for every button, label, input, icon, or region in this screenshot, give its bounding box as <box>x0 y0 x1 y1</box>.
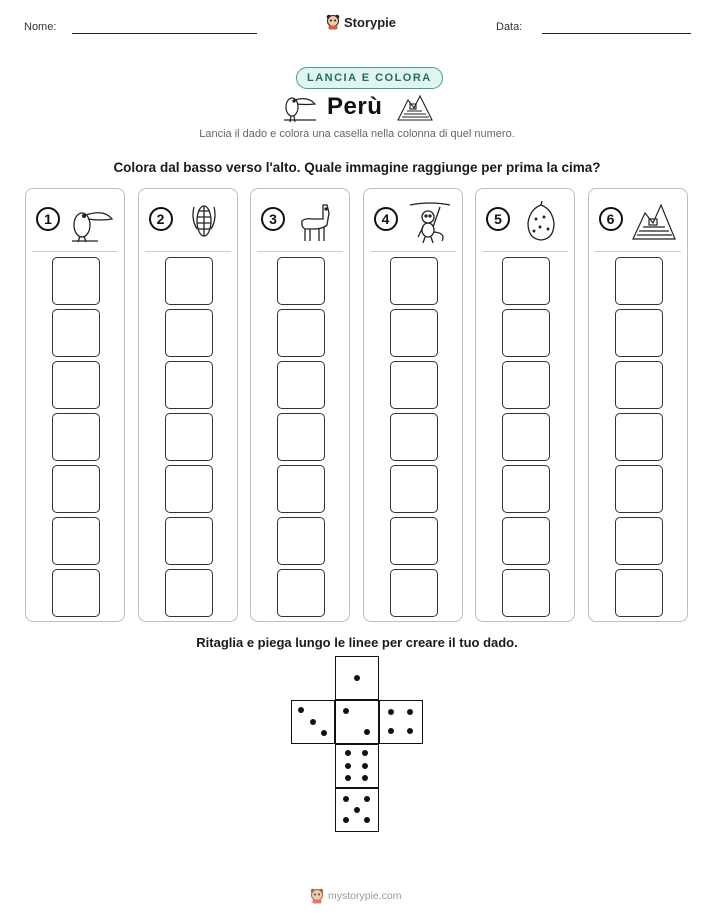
color-cell[interactable] <box>390 517 438 565</box>
column-3 <box>250 188 350 622</box>
column-number: 6 <box>599 207 623 231</box>
column-header <box>476 189 574 251</box>
color-cell[interactable] <box>502 413 550 461</box>
color-cell[interactable] <box>165 465 213 513</box>
color-cell[interactable] <box>52 309 100 357</box>
name-line[interactable] <box>72 33 257 34</box>
color-cell[interactable] <box>52 361 100 409</box>
color-cell[interactable] <box>165 257 213 305</box>
column-header <box>139 189 237 251</box>
color-cell[interactable] <box>277 517 325 565</box>
color-cell[interactable] <box>502 465 550 513</box>
instruction: Colora dal basso verso l'alto. Quale immagine raggiunge per prima la cima? <box>113 160 601 175</box>
color-cell[interactable] <box>165 361 213 409</box>
activity-badge: LANCIA E COLORA <box>296 67 443 89</box>
die-pip <box>310 719 316 725</box>
die-pip <box>362 750 368 756</box>
die-face-2 <box>335 700 379 744</box>
column-divider <box>482 251 568 252</box>
color-cell[interactable] <box>52 517 100 565</box>
die-pip <box>345 775 351 781</box>
footer-url: mystorypie.com <box>328 890 402 902</box>
die-pip <box>343 796 349 802</box>
die-pip <box>364 729 370 735</box>
color-cell[interactable] <box>390 309 438 357</box>
panda-icon <box>310 888 324 904</box>
color-cell[interactable] <box>390 257 438 305</box>
color-cell[interactable] <box>390 465 438 513</box>
color-cell[interactable] <box>165 517 213 565</box>
column-divider <box>370 251 456 252</box>
die-pip <box>343 708 349 714</box>
fruit-icon <box>518 199 564 243</box>
panda-icon <box>326 14 340 30</box>
die-pip <box>388 709 394 715</box>
die-pip <box>364 796 370 802</box>
column-divider <box>145 251 231 252</box>
color-cell[interactable] <box>277 257 325 305</box>
die-pip <box>345 763 351 769</box>
die-pip <box>362 763 368 769</box>
column-4 <box>363 188 463 622</box>
color-cell[interactable] <box>277 361 325 409</box>
color-cell[interactable] <box>52 569 100 617</box>
color-cell[interactable] <box>52 413 100 461</box>
color-cell[interactable] <box>502 361 550 409</box>
column-6 <box>588 188 688 622</box>
monkey-icon <box>406 199 452 243</box>
column-2 <box>138 188 238 622</box>
column-divider <box>32 251 118 252</box>
die-pip <box>364 817 370 823</box>
date-label: Data: <box>496 21 523 33</box>
color-cell[interactable] <box>615 569 663 617</box>
corn-icon <box>181 199 227 243</box>
die-face-6 <box>335 744 379 788</box>
color-cell[interactable] <box>52 257 100 305</box>
toucan-title-icon <box>282 90 318 124</box>
die-pip <box>321 730 327 736</box>
column-divider <box>595 251 681 252</box>
color-cell[interactable] <box>277 309 325 357</box>
color-cell[interactable] <box>615 361 663 409</box>
color-cell[interactable] <box>390 569 438 617</box>
column-number: 4 <box>374 207 398 231</box>
die-pip <box>362 775 368 781</box>
die-instruction: Ritaglia e piega lungo le linee per creare il tuo dado. <box>196 635 518 650</box>
die-pip <box>388 728 394 734</box>
die-pip <box>343 817 349 823</box>
color-cell[interactable] <box>502 257 550 305</box>
color-cell[interactable] <box>165 569 213 617</box>
die-face-3 <box>291 700 335 744</box>
color-cell[interactable] <box>277 569 325 617</box>
die-face-5 <box>335 788 379 832</box>
column-divider <box>257 251 343 252</box>
die-pip <box>407 709 413 715</box>
die-pip <box>354 807 360 813</box>
color-cell[interactable] <box>277 465 325 513</box>
column-number: 1 <box>36 207 60 231</box>
llama-icon <box>293 199 339 243</box>
color-cell[interactable] <box>615 465 663 513</box>
brand-name: Storypie <box>344 14 397 30</box>
color-cell[interactable] <box>615 413 663 461</box>
die-face-4 <box>379 700 423 744</box>
die-pip <box>298 707 304 713</box>
die-face-1 <box>335 656 379 700</box>
column-header <box>26 189 124 251</box>
column-number: 3 <box>261 207 285 231</box>
color-cell[interactable] <box>165 309 213 357</box>
column-5 <box>475 188 575 622</box>
color-cell[interactable] <box>277 413 325 461</box>
color-cell[interactable] <box>615 257 663 305</box>
footer <box>310 888 402 904</box>
machu-picchu-title-icon <box>396 90 434 124</box>
brand-logo <box>326 14 396 30</box>
color-cell[interactable] <box>390 361 438 409</box>
column-header <box>589 189 687 251</box>
die-pip <box>345 750 351 756</box>
color-cell[interactable] <box>615 517 663 565</box>
column-header <box>251 189 349 251</box>
die-pip <box>354 675 360 681</box>
color-cell[interactable] <box>165 413 213 461</box>
machu-picchu-icon <box>631 199 677 243</box>
color-cell[interactable] <box>52 465 100 513</box>
color-cell[interactable] <box>615 309 663 357</box>
column-header <box>364 189 462 251</box>
color-cell[interactable] <box>502 309 550 357</box>
color-cell[interactable] <box>502 569 550 617</box>
name-label: Nome: <box>24 21 57 33</box>
column-number: 5 <box>486 207 510 231</box>
color-cell[interactable] <box>502 517 550 565</box>
page-title: Perù <box>327 93 383 120</box>
subtitle: Lancia il dado e colora una casella nella colonna di quel numero. <box>199 128 515 140</box>
column-1 <box>25 188 125 622</box>
color-cell[interactable] <box>390 413 438 461</box>
die-pip <box>407 728 413 734</box>
column-number: 2 <box>149 207 173 231</box>
date-line[interactable] <box>542 33 691 34</box>
toucan-icon <box>68 199 114 243</box>
